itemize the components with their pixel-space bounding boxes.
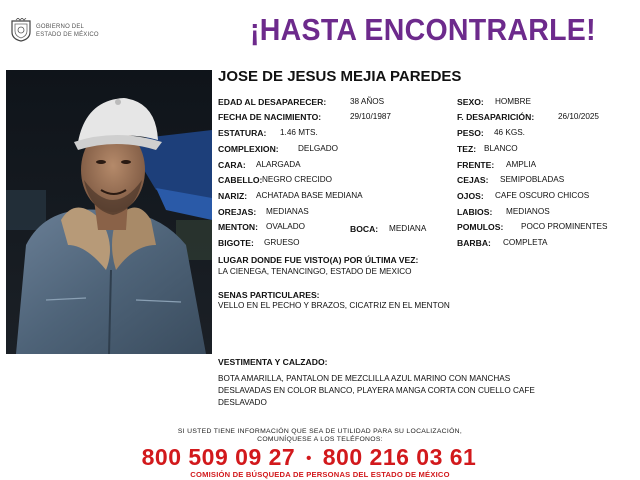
label-barba: BARBA: (457, 238, 491, 248)
label-bigote: BIGOTE: (218, 238, 254, 248)
label-ojos: OJOS: (457, 191, 484, 201)
label-frente: FRENTE: (457, 160, 495, 170)
gov-name-line2: ESTADO DE MÉXICO (36, 32, 99, 38)
label-pomulos: POMULOS: (457, 222, 504, 232)
commission-name: COMISIÓN DE BÚSQUEDA DE PERSONAS DEL ESTADO DE MÉXICO (190, 470, 450, 479)
phone-separator: • (306, 450, 312, 468)
particular-marks-value: VELLO EN EL PECHO Y BRAZOS, CICATRIZ EN EL MENTON (218, 301, 450, 310)
value-edad: 38 AÑOS (350, 97, 385, 106)
label-orejas: OREJAS: (218, 207, 257, 217)
value-tez: BLANCO (484, 144, 518, 153)
value-barba: COMPLETA (503, 238, 548, 247)
gov-name-line1: GOBIERNO DEL (36, 24, 85, 30)
label-sexo: SEXO: (457, 97, 484, 107)
government-logo (10, 18, 120, 48)
label-cejas: CEJAS: (457, 175, 489, 185)
value-peso: 46 KGS. (494, 128, 525, 137)
last-seen-value: LA CIENEGA, TENANCINGO, ESTADO DE MEXICO (218, 267, 412, 276)
value-ojos: CAFE OSCURO CHICOS (495, 191, 590, 200)
value-orejas: MEDIANAS (266, 207, 309, 216)
label-tez: TEZ: (457, 144, 477, 154)
value-frente: AMPLIA (506, 160, 537, 169)
label-estatura: ESTATURA: (218, 128, 267, 138)
clothing-line3: DESLAVADO (218, 398, 267, 407)
clothing-label: VESTIMENTA Y CALZADO: (218, 357, 328, 367)
label-fecha-nacimiento: FECHA DE NACIMIENTO: (218, 112, 322, 122)
phone-number-2[interactable]: 800 216 03 61 (322, 444, 477, 470)
missing-person-photo (6, 70, 212, 354)
label-labios: LABIOS: (457, 207, 493, 217)
label-complexion: COMPLEXION: (218, 144, 279, 154)
person-name: JOSE DE JESUS MEJIA PAREDES (218, 68, 462, 85)
value-boca: MEDIANA (389, 224, 427, 233)
phone-number-1[interactable]: 800 509 09 27 (141, 444, 296, 470)
label-peso: PESO: (457, 128, 484, 138)
headline: ¡HASTA ENCONTRARLE! (250, 12, 596, 47)
value-cabello: NEGRO CRECIDO (262, 175, 333, 184)
value-estatura: 1.46 MTS. (280, 128, 318, 137)
value-bigote: GRUESO (264, 238, 300, 247)
value-sexo: HOMBRE (495, 97, 531, 106)
value-fecha-nacimiento: 29/10/1987 (350, 112, 391, 121)
value-cejas: SEMIPOBLADAS (500, 175, 565, 184)
contact-info-line2: COMUNÍQUESE A LOS TELÉFONOS: (257, 436, 383, 443)
label-menton: MENTON: (218, 222, 258, 232)
value-complexion: DELGADO (298, 144, 339, 153)
value-pomulos: POCO PROMINENTES (521, 222, 608, 231)
clothing-line1: BOTA AMARILLA, PANTALON DE MEZCLILLA AZUL MARINO CON MANCHAS (218, 374, 511, 383)
person-portrait-image (6, 70, 212, 354)
value-nariz: ACHATADA BASE MEDIANA (256, 191, 363, 200)
value-fecha-desaparicion: 26/10/2025 (558, 112, 599, 121)
clothing-line2: DESLAVADAS EN COLOR BLANCO, PLAYERA MANGA CORTA CON CUELLO CAFE (218, 386, 535, 395)
value-cara: ALARGADA (256, 160, 301, 169)
label-boca: BOCA: (350, 224, 379, 234)
estado-de-mexico-shield-icon (10, 18, 32, 42)
particular-marks-label: SENAS PARTICULARES: (218, 290, 320, 300)
label-cabello: CABELLO: (218, 175, 263, 185)
last-seen-label: LUGAR DONDE FUE VISTO(A) POR ÚLTIMA VEZ: (218, 255, 419, 265)
contact-info-line1: SI USTED TIENE INFORMACIÓN QUE SEA DE UTILIDAD PARA SU LOCALIZACIÓN, (177, 428, 463, 435)
value-menton: OVALADO (266, 222, 305, 231)
label-fecha-desaparicion: F. DESAPARICIÓN: (457, 112, 535, 122)
phone-numbers (0, 444, 618, 471)
label-nariz: NARIZ: (218, 191, 248, 201)
value-labios: MEDIANOS (506, 207, 550, 216)
label-edad: EDAD AL DESAPARECER: (218, 97, 327, 107)
label-cara: CARA: (218, 160, 246, 170)
